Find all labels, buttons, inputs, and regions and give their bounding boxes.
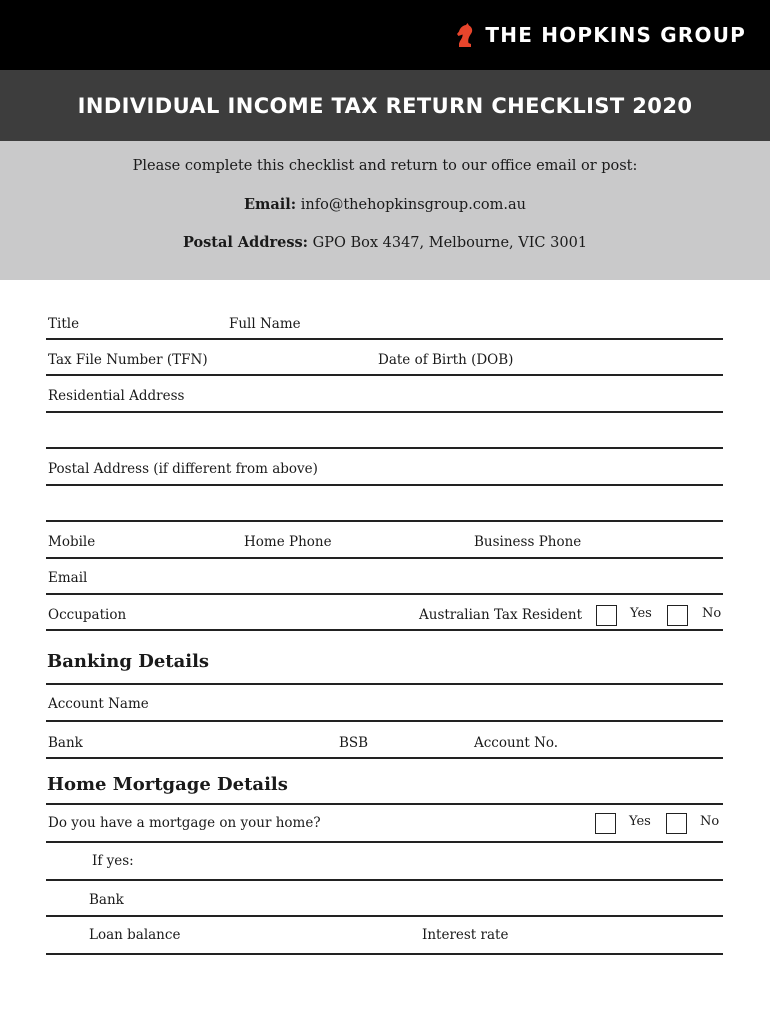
loan-balance-label: Loan balance [89,927,181,943]
tax-resident-no-label: No [702,606,722,621]
phone-field[interactable] [46,557,723,559]
business-phone-label: Business Phone [474,534,582,550]
residential-address-field[interactable] [46,411,723,413]
postal-value: GPO Box 4347, Melbourne, VIC 3001 [308,235,588,251]
loan-details-field[interactable] [46,953,723,955]
mortgage-question: Do you have a mortgage on your home? [48,815,321,831]
interest-rate-label: Interest rate [422,927,509,943]
tax-resident-yes-label: Yes [630,606,652,621]
banking-heading-rule [46,683,723,685]
mortgage-heading-rule [46,803,723,805]
home-phone-label: Home Phone [244,534,332,550]
brand-logo [455,22,746,48]
tfn-label: Tax File Number (TFN) [48,352,208,368]
page-title: INDIVIDUAL INCOME TAX RETURN CHECKLIST 2020 [77,93,693,118]
residential-address-field-2[interactable] [46,447,723,449]
residential-address-label: Residential Address [48,388,185,404]
mortgage-no-checkbox[interactable] [666,813,687,834]
dob-label: Date of Birth (DOB) [378,352,514,368]
knight-icon [455,22,475,48]
bsb-label: BSB [339,735,369,751]
mortgage-no-label: No [700,814,720,829]
email-field[interactable] [46,593,723,595]
occupation-field[interactable] [46,629,723,631]
title-bar [0,70,770,141]
postal-address-field[interactable] [46,484,723,486]
intro-text: Please complete this checklist and return to our office email or post: [132,158,638,174]
mortgage-yes-label: Yes [629,814,651,829]
tax-resident-yes-checkbox[interactable] [596,605,617,626]
email-value[interactable]: info@thehopkinsgroup.com.au [296,197,527,213]
mortgage-details-heading: Home Mortgage Details [47,774,288,795]
email-field-label: Email [48,570,88,586]
account-name-label: Account Name [48,696,149,712]
postal-line [0,234,770,251]
postal-label: Postal Address: [182,234,309,251]
mortgage-yes-checkbox[interactable] [595,813,616,834]
contact-info-box [0,141,770,280]
mortgage-bank-field[interactable] [46,915,723,917]
if-yes-label: If yes: [92,853,134,869]
postal-address-label: Postal Address (if different from above) [48,461,318,477]
account-no-label: Account No. [474,735,559,751]
bank-details-field[interactable] [46,757,723,759]
mortgage-question-rule [46,841,723,843]
postal-address-field-2[interactable] [46,520,723,522]
full-name-label: Full Name [229,316,301,332]
banking-details-heading: Banking Details [47,651,210,672]
email-line [0,196,770,213]
occupation-label: Occupation [48,607,127,623]
tax-resident-no-checkbox[interactable] [667,605,688,626]
mobile-label: Mobile [48,534,96,550]
email-label: Email: [243,196,297,213]
if-yes-rule [46,879,723,881]
mortgage-bank-label: Bank [89,892,124,908]
top-bar [0,0,770,70]
title-name-field[interactable] [46,338,723,340]
tax-resident-label: Australian Tax Resident [419,607,583,623]
bank-label: Bank [48,735,83,751]
tfn-dob-field[interactable] [46,374,723,376]
title-label: Title [48,316,80,332]
brand-name: THE HOPKINS GROUP [485,23,746,47]
account-name-field[interactable] [46,720,723,722]
